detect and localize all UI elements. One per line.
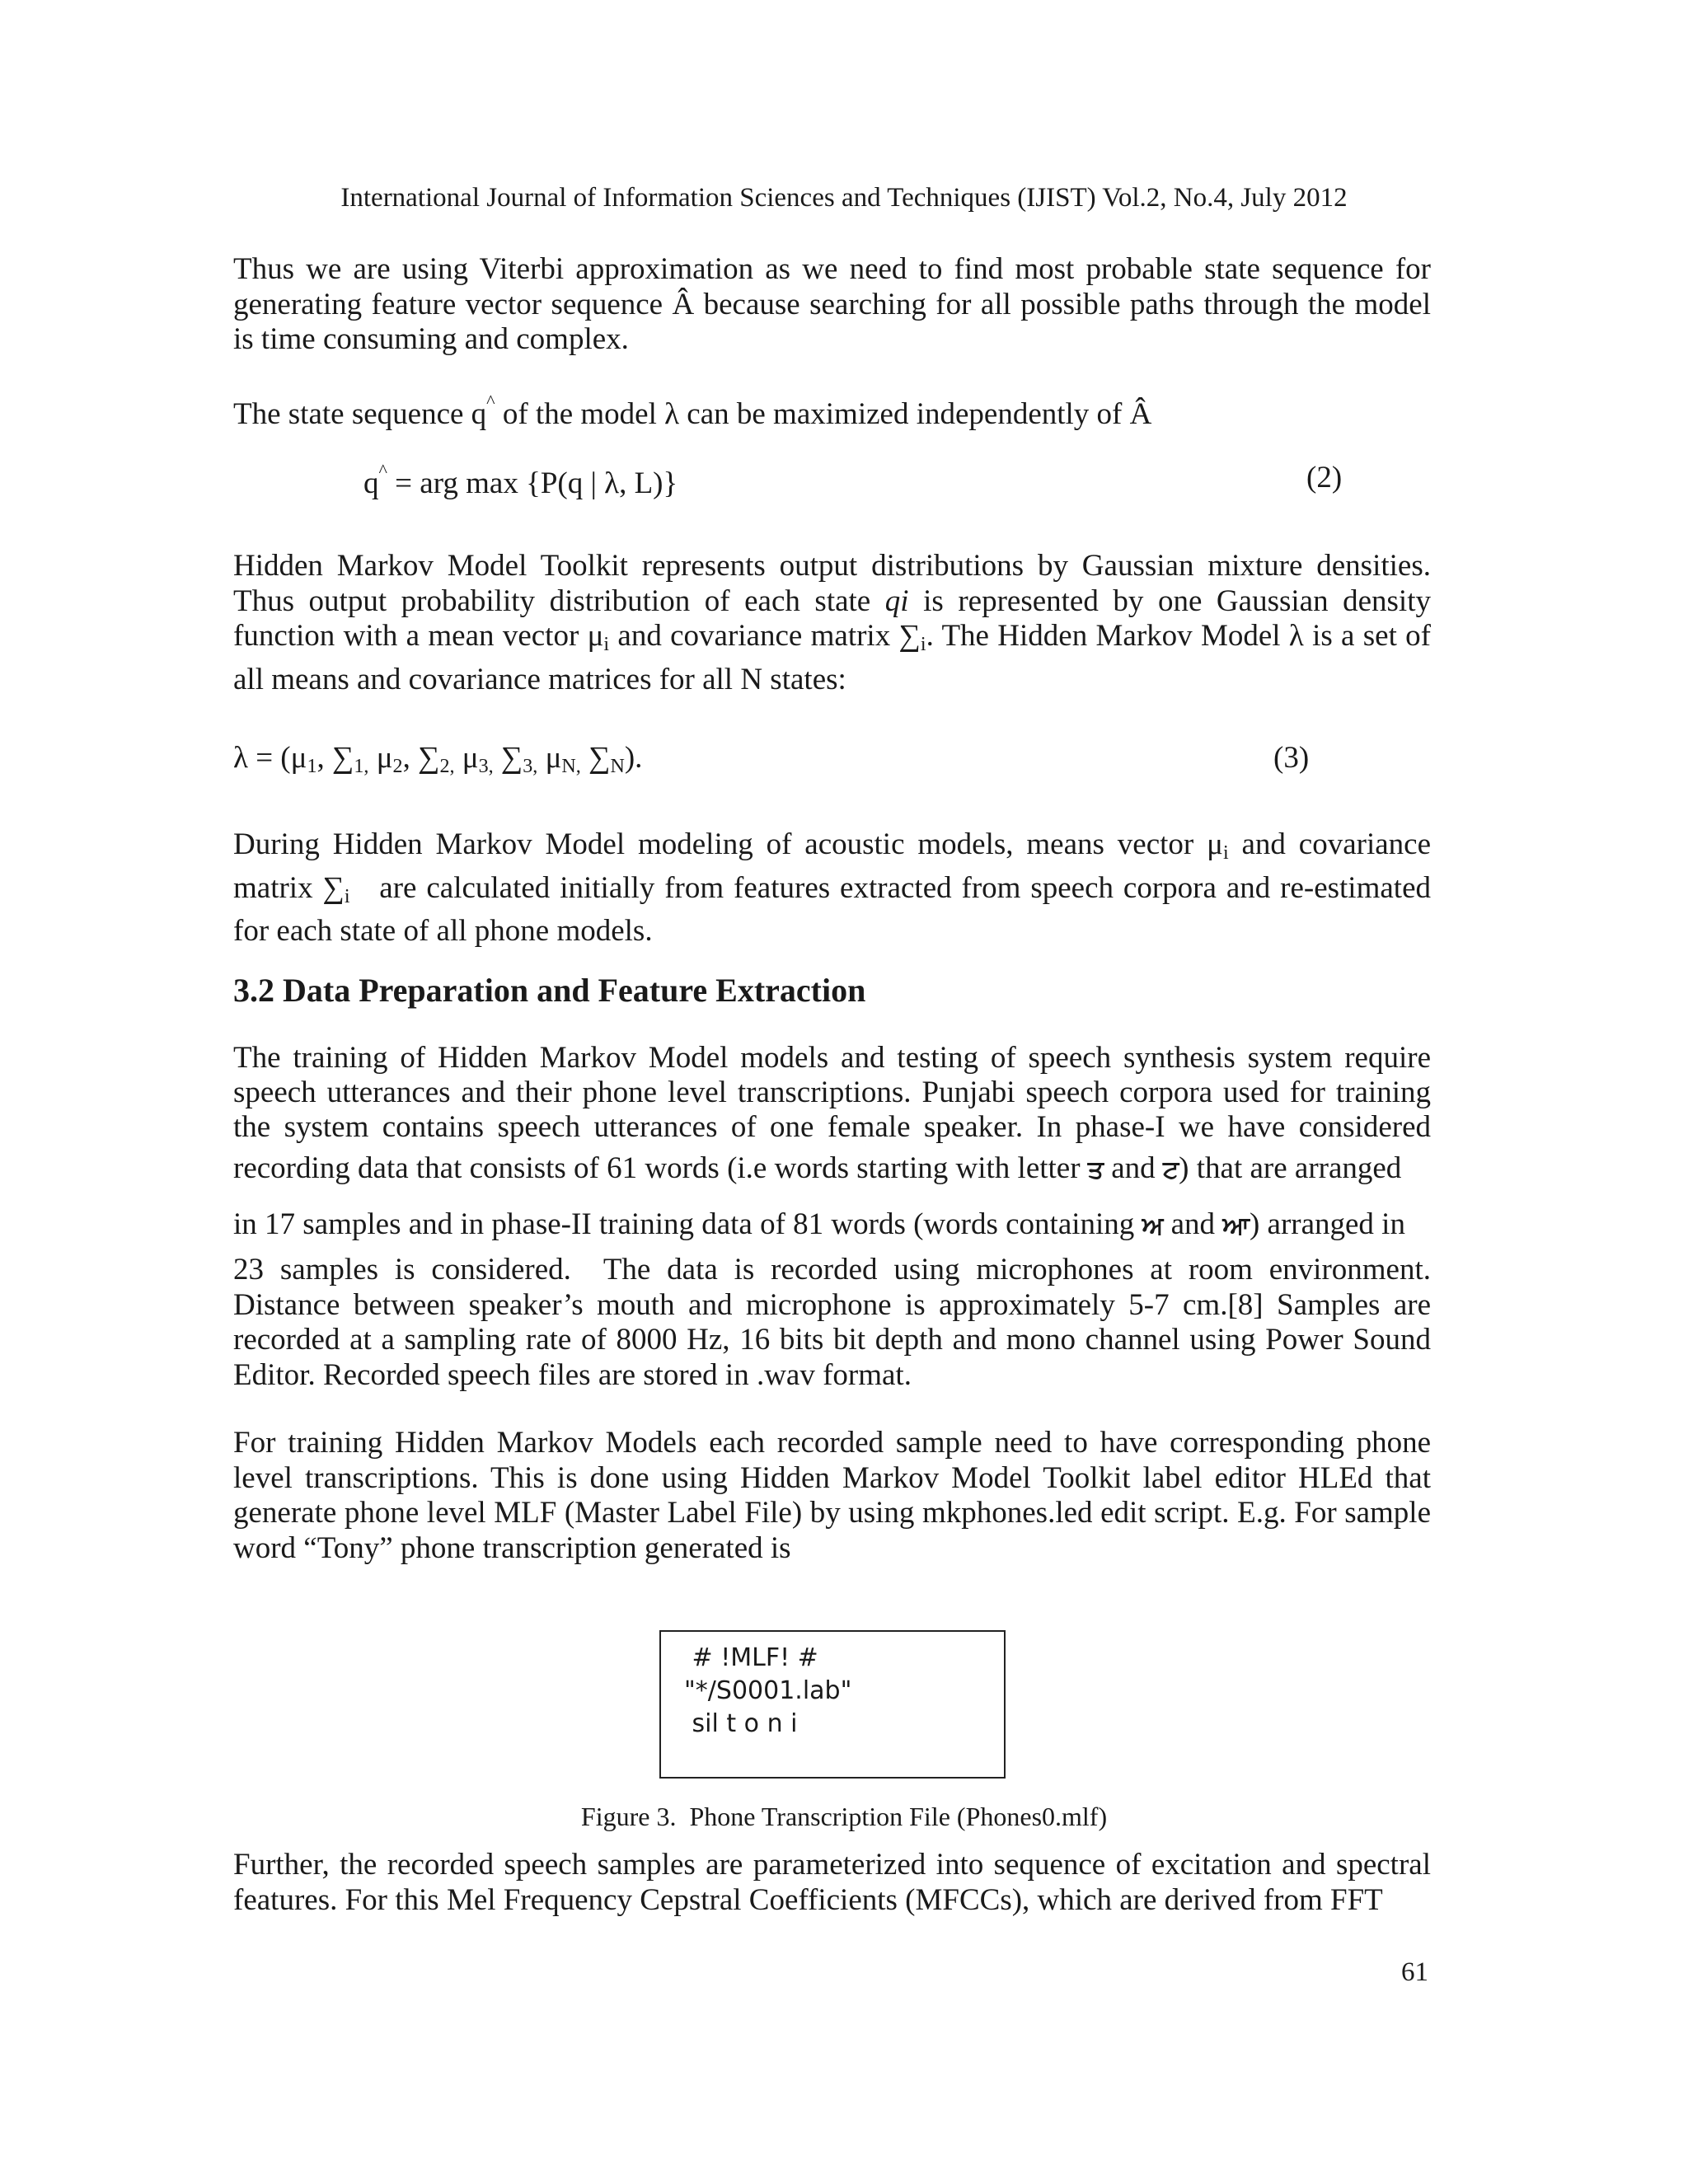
paragraph-state-sequence: The state sequence q^ of the model λ can be maximized independently of Â	[233, 391, 1152, 431]
gurmukhi-letter-tta: ਟ	[1162, 1155, 1179, 1184]
section-heading: 3.2 Data Preparation and Feature Extraction	[233, 972, 866, 1009]
gurmukhi-letter-a: ਅ	[1142, 1212, 1164, 1240]
paragraph-viterbi: Thus we are using Viterbi approximation as we need to find most probable state sequence for generating feature vector sequence Â because searching for all possible paths through the model is time consuming and complex.	[233, 252, 1439, 356]
paper-page: International Journal of Information Sciences and Techniques (IJIST) Vol.2, No.4, July 2012 Thus we are using Viterbi approximation as we need to find most probable state sequence for generating feature vector sequence Â because searching for all possible paths through the model is time consuming and complex. The state sequence q^ of the model λ can be maximized independently of Â q^ = arg max {P(q | λ, L)} (2) Hidden Markov Model Toolkit represents output distributions by Gaussian mixture densities. Thus output probability distribution of each state qi is represented by one Gaussian density function with a mean vector $\mu_i$ and covariance matrix $\sum_i$. The Hidden Markov Model λ is a set of all means and covariance matrices for all N states: $\lambda = (\mu_1$, $\sum_{1,}$ $\mu_2$, $\sum_{2,}$ $\mu_{3,}$ $\sum_{3,}$ $\mu_{N,}$ $\sum_N$). (3) During Hidden Markov Model modeling of acoustic models, means vector $\mu_i$ and covariance matrix $\sum_i$ are calculated initially from features extracted from speech corpora and re-estimated for each state of all phone models. 3.2 Data Preparation and Feature Extraction The training of Hidden Markov Model models and testing of speech synthesis system require speech utterances and their phone level transcriptions. Punjabi speech corpora used for training the system contains speech utterances of one female speaker. In phase-I we have considered recording data that consists of 61 words (i.e words starting with letter ਤ and ਟ) that are arranged in 17 samples and in phase-II training data of 81 words (words containing ਅ and ਆ) arranged in 23 samples is considered. The data is recorded using microphones at room environment. Distance between speaker’s mouth and microphone is approximately 5-7 cm.[8] Samples are recorded at a sampling rate of 8000 Hz, 16 bits bit depth and mono channel using Power Sound Editor. Recorded speech files are stored in .wav format. For training Hidden Markov Models each recorded sample need to have corresponding phone level transcriptions. This is done using Hidden Markov Model Toolkit label editor HLEd that generate phone level MLF (Master Label File) by using mkphones.led edit script. E.g. For sample word “Tony” phone transcription generated is # !MLF! # "*/S0001.lab" sil t o n i Figure 3. Phone Transcription File (Phones0.mlf) Further, the recorded speech samples are parameterized into sequence of excitation and spectral features. For this Mel Frequency Cepstral Coefficients (MFCCs), which are derived from FFT 61	[0, 0, 1688, 2184]
equation-2: q^ = arg max {P(q | λ, L)}	[363, 460, 678, 500]
journal-header: International Journal of Information Sciences and Techniques (IJIST) Vol.2, No.4, July 2012	[340, 183, 1348, 213]
mlf-line: "*/S0001.lab"	[684, 1676, 852, 1705]
mlf-line: sil t o n i	[684, 1709, 798, 1738]
page-number: 61	[1401, 1957, 1428, 1987]
equation-3-number: (3)	[1273, 741, 1310, 775]
equation-3: $\lambda = (\mu_1$, $\sum_{1,}$ $\mu_2$, $\sum_{2,}$ $\mu_{3,}$ $\sum_{3,}$ $\mu_{N,}$ $\sum_N$).	[233, 741, 643, 777]
figure-mlf-box	[659, 1630, 1006, 1779]
paragraph-parameterization: Further, the recorded speech samples are parameterized into sequence of excitation and spectral features. For this Mel Frequency Cepstral Coefficients (MFCCs), which are derived from FFT	[233, 1848, 1439, 1917]
paragraph-transcriptions: For training Hidden Markov Models each recorded sample need to have corresponding phone level transcriptions. This is done using Hidden Markov Model Toolkit label editor HLEd that generate phone level MLF (Master Label File) by using mkphones.led edit script. E.g. For sample word “Tony” phone transcription generated is	[233, 1426, 1439, 1565]
gurmukhi-letter-aa: ਆ	[1222, 1212, 1250, 1240]
gurmukhi-letter-ta: ਤ	[1087, 1155, 1104, 1184]
paragraph-hmm-toolkit: Hidden Markov Model Toolkit represents output distributions by Gaussian mixture densities. Thus output probability distribution of each state qi is represented by one Gaussian density function with a mean vector $\mu_i$ and covariance matrix $\sum_i$. The Hidden Markov Model λ is a set of all means and covariance matrices for all N states:	[233, 549, 1439, 696]
equation-2-number: (2)	[1306, 461, 1343, 494]
paragraph-acoustic-models: During Hidden Markov Model modeling of acoustic models, means vector $\mu_i$ and covariance matrix $\sum_i$ are calculated initially from features extracted from speech corpora and re-estimated for each state of all phone models.	[233, 827, 1439, 948]
mlf-line: # !MLF! #	[684, 1643, 818, 1672]
figure-caption: Figure 3. Phone Transcription File (Phones0.mlf)	[580, 1802, 1108, 1831]
